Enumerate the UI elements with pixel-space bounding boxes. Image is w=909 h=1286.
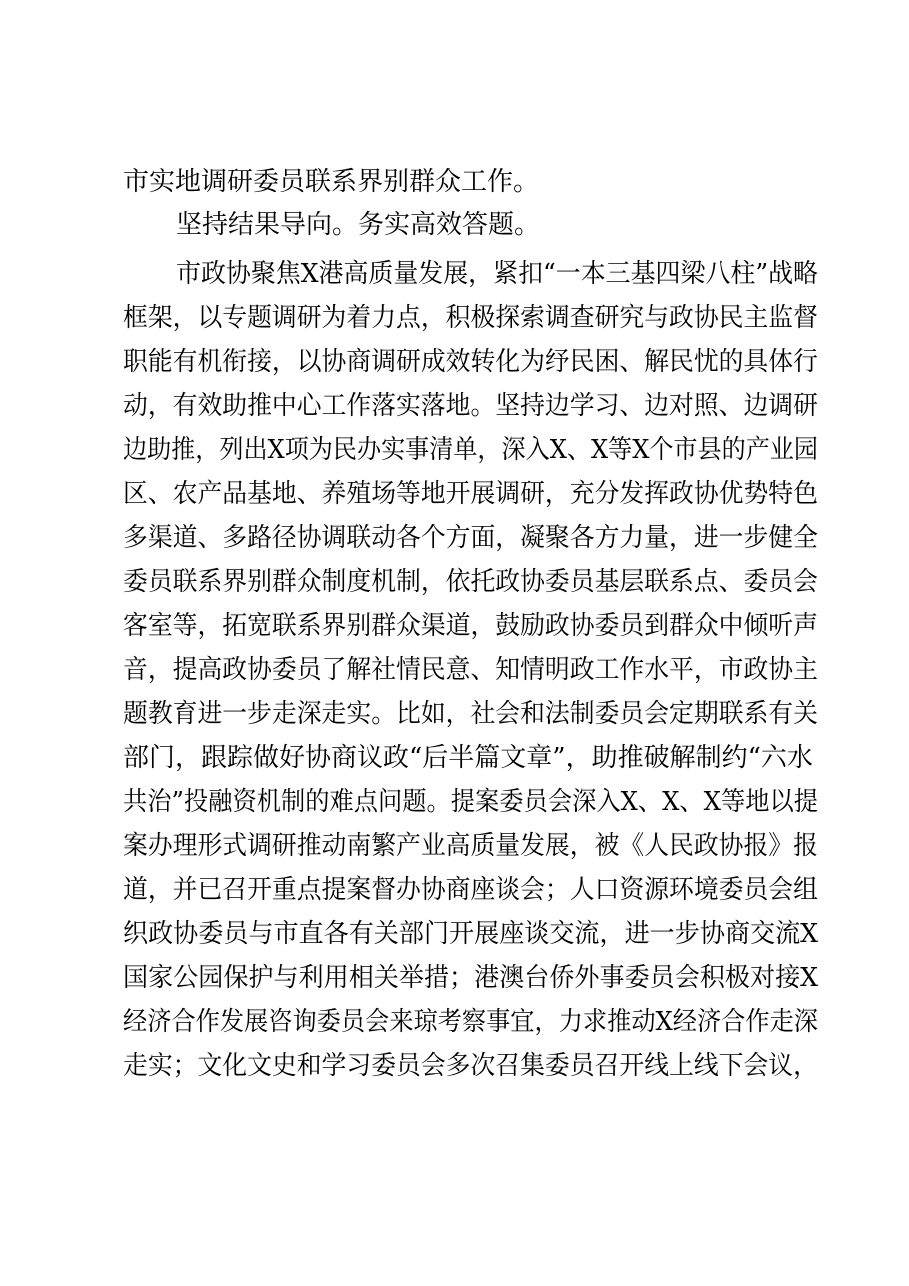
text-line-21: 走实；文化文史和学习委员会多次召集委员召开线上线下会议， (123, 1051, 818, 1081)
text-line-4: 框架，以专题调研为着力点，积极探索调查研究与政协民主监督 (123, 303, 818, 333)
text-line-3: 市政协聚焦X港高质量发展，紧扣“一本三基四梁八柱”战略 (176, 259, 819, 289)
text-line-17: 道，并已召开重点提案督办协商座谈会；人口资源环境委员会组 (123, 875, 818, 905)
text-line-19: 国家公园保护与利用相关举措；港澳台侨外事委员会积极对接X (123, 963, 819, 993)
text-line-6: 动，有效助推中心工作落实落地。坚持边学习、边对照、边调研 (123, 391, 818, 421)
text-line-12: 音，提高政协委员了解社情民意、知情明政工作水平，市政协主 (123, 655, 818, 685)
text-line-16: 案办理形式调研推动南繁产业高质量发展，被《人民政协报》报 (123, 831, 818, 861)
text-line-13: 题教育进一步走深走实。比如，社会和法制委员会定期联系有关 (123, 699, 818, 729)
text-line-1: 市实地调研委员联系界别群众工作。 (123, 167, 540, 197)
text-line-7: 边助推，列出X项为民办实事清单，深入X、X等X个市县的产业园 (123, 435, 818, 465)
text-line-15: 共治”投融资机制的难点问题。提案委员会深入X、X、X等地以提 (123, 787, 818, 817)
text-line-5: 职能有机衔接，以协商调研成效转化为纾民困、解民忧的具体行 (123, 347, 818, 377)
text-line-20: 经济合作发展咨询委员会来琼考察事宜，力求推动X经济合作走深 (123, 1007, 819, 1037)
text-line-10: 委员联系界别群众制度机制，依托政协委员基层联系点、委员会 (123, 567, 818, 597)
text-line-9: 多渠道、多路径协调联动各个方面，凝聚各方力量，进一步健全 (123, 523, 818, 553)
text-line-11: 客室等，拓宽联系界别群众渠道，鼓励政协委员到群众中倾听声 (123, 611, 818, 641)
text-line-18: 织政协委员与市直各有关部门开展座谈交流，进一步协商交流X (123, 919, 819, 949)
text-line-14: 部门，跟踪做好协商议政“后半篇文章”，助推破解制约“六水 (123, 743, 813, 773)
text-line-2: 坚持结果导向。务实高效答题。 (176, 210, 541, 240)
text-line-8: 区、农产品基地、养殖场等地开展调研，充分发挥政协优势特色 (123, 479, 818, 509)
